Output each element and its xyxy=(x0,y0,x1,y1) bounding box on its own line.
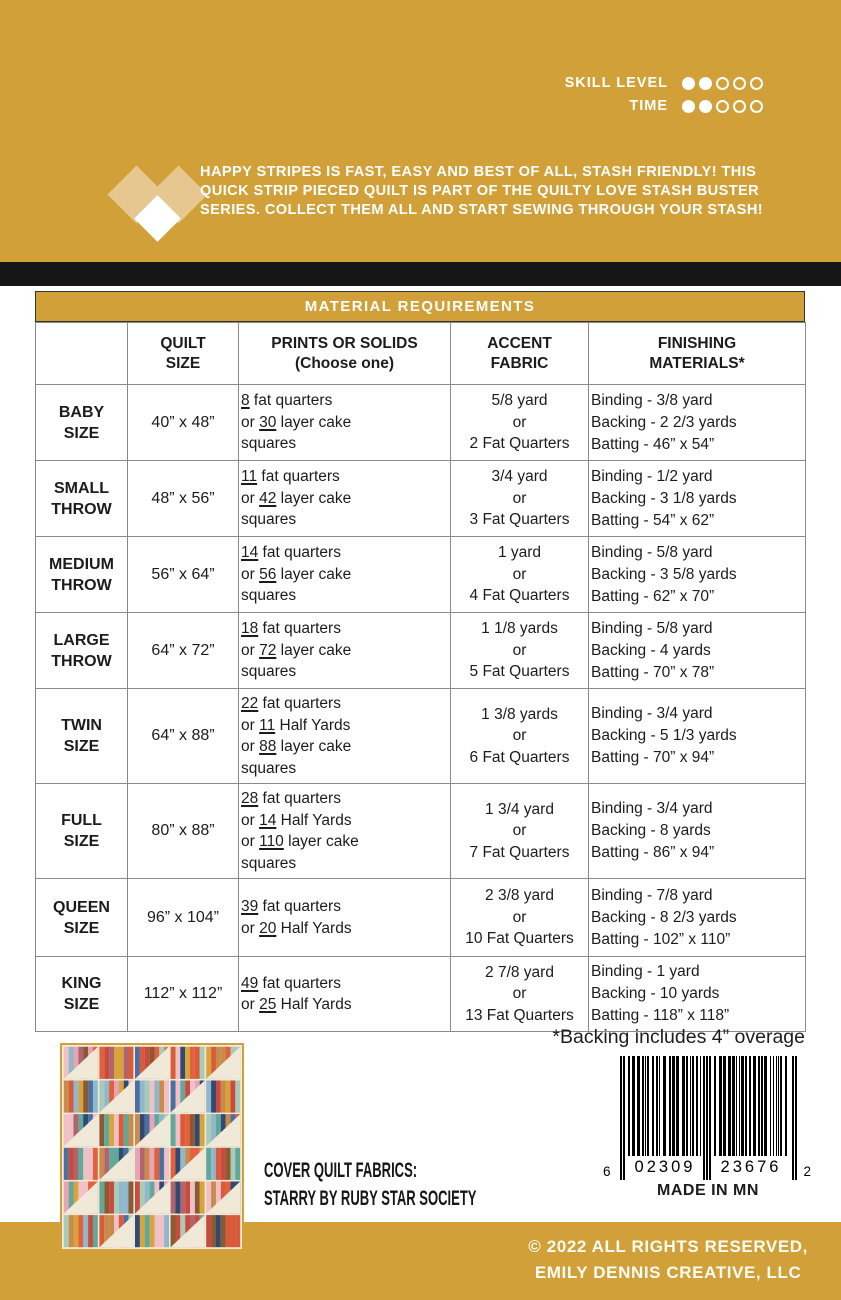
quilt-size-cell: 64” x 88” xyxy=(128,689,239,784)
time-dot xyxy=(716,100,729,113)
prints-or-solids-cell: 18 fat quarters or 72 layer cake squares xyxy=(239,613,451,689)
finishing-materials-cell: Binding - 7/8 yard Backing - 8 2/3 yards Batting - 102” x 110” xyxy=(589,879,806,957)
skill-dot xyxy=(699,77,712,90)
row-size-name: LARGE THROW xyxy=(36,613,128,689)
accent-fabric-cell: 3/4 yard or 3 Fat Quarters xyxy=(451,461,589,537)
table-row xyxy=(36,689,806,784)
accent-fabric-cell: 1 yard or 4 Fat Quarters xyxy=(451,537,589,613)
cover-fabrics-credit xyxy=(264,1157,476,1213)
accent-fabric-cell: 2 7/8 yard or 13 Fat Quarters xyxy=(451,957,589,1032)
cover-fabrics-line: STARRY BY RUBY STAR SOCIETY xyxy=(264,1187,477,1210)
quilt-size-cell: 48” x 56” xyxy=(128,461,239,537)
table-row xyxy=(36,879,806,957)
table-row xyxy=(36,957,806,1032)
skill-level-row xyxy=(565,75,763,91)
copyright-line: EMILY DENNIS CREATIVE, LLC xyxy=(534,1263,802,1282)
table-row xyxy=(36,537,806,613)
finishing-materials-cell: Binding - 5/8 yard Backing - 4 yards Batting - 70” x 78” xyxy=(589,613,806,689)
table-column-header xyxy=(36,323,128,385)
quilty-love-heart-logo xyxy=(108,166,208,246)
backing-footnote: *Backing includes 4” overage xyxy=(552,1026,805,1048)
prints-or-solids-cell: 39 fat quarters or 20 Half Yards xyxy=(239,879,451,957)
quilt-size-cell: 64” x 72” xyxy=(128,613,239,689)
skill-dot xyxy=(682,77,695,90)
intro-line: QUICK STRIP PIECED QUILT IS PART OF THE QUILTY LOVE STASH BUSTER xyxy=(200,183,760,199)
row-size-name: KING SIZE xyxy=(36,957,128,1032)
intro-line: SERIES. COLLECT THEM ALL AND START SEWING THROUGH YOUR STASH! xyxy=(200,202,764,218)
finishing-materials-cell: Binding - 1 yard Backing - 10 yards Batting - 118” x 118” xyxy=(589,957,806,1032)
skill-dot xyxy=(750,77,763,90)
quilt-size-cell: 56” x 64” xyxy=(128,537,239,613)
table-title: MATERIAL REQUIREMENTS xyxy=(35,291,805,322)
finishing-materials-cell: Binding - 3/8 yard Backing - 2 2/3 yards Batting - 46” x 54” xyxy=(589,385,806,461)
accent-fabric-cell: 5/8 yard or 2 Fat Quarters xyxy=(451,385,589,461)
skill-level-label: SKILL LEVEL xyxy=(564,75,668,91)
row-size-name: MEDIUM THROW xyxy=(36,537,128,613)
table-row xyxy=(36,461,806,537)
copyright-text xyxy=(528,1234,808,1286)
quilt-size-cell: 96” x 104” xyxy=(128,879,239,957)
quilt-size-cell: 112” x 112” xyxy=(128,957,239,1032)
prints-or-solids-cell: 28 fat quarters or 14 Half Yards or 110 layer cake squares xyxy=(239,784,451,879)
row-size-name: TWIN SIZE xyxy=(36,689,128,784)
row-size-name: BABY SIZE xyxy=(36,385,128,461)
barcode-group2: 23676 xyxy=(720,1158,782,1176)
skill-dot xyxy=(733,77,746,90)
divider-black-bar xyxy=(0,262,841,286)
time-dot xyxy=(699,100,712,113)
table-column-header: ACCENT FABRIC xyxy=(451,323,589,385)
time-dot xyxy=(682,100,695,113)
accent-fabric-cell: 2 3/8 yard or 10 Fat Quarters xyxy=(451,879,589,957)
barcode-right-digit: 2 xyxy=(803,1164,811,1179)
finishing-materials-cell: Binding - 3/4 yard Backing - 8 yards Batting - 86” x 94” xyxy=(589,784,806,879)
barcode-left-digit: 6 xyxy=(603,1164,611,1179)
time-dot xyxy=(750,100,763,113)
prints-or-solids-cell: 49 fat quarters or 25 Half Yards xyxy=(239,957,451,1032)
table-column-header: PRINTS OR SOLIDS (Choose one) xyxy=(239,323,451,385)
material-table xyxy=(35,322,806,1032)
time-dots xyxy=(678,100,763,113)
finishing-materials-cell: Binding - 3/4 yard Backing - 5 1/3 yards Batting - 70” x 94” xyxy=(589,689,806,784)
table-row xyxy=(36,784,806,879)
row-size-name: FULL SIZE xyxy=(36,784,128,879)
intro-description xyxy=(200,163,805,220)
table-column-header: FINISHING MATERIALS* xyxy=(589,323,806,385)
table-row xyxy=(36,613,806,689)
table-column-header: QUILT SIZE xyxy=(128,323,239,385)
top-banner xyxy=(0,0,841,262)
cover-fabrics-line: COVER QUILT FABRICS: xyxy=(264,1159,418,1182)
row-size-name: SMALL THROW xyxy=(36,461,128,537)
table-head xyxy=(36,323,806,385)
skill-dot xyxy=(716,77,729,90)
skill-time-block xyxy=(565,75,763,121)
prints-or-solids-cell: 8 fat quarters or 30 layer cake squares xyxy=(239,385,451,461)
accent-fabric-cell: 1 3/8 yards or 6 Fat Quarters xyxy=(451,689,589,784)
prints-or-solids-cell: 22 fat quarters or 11 Half Yards or 88 layer cake squares xyxy=(239,689,451,784)
made-in-label: MADE IN MN xyxy=(657,1182,759,1199)
time-dot xyxy=(733,100,746,113)
material-requirements-section xyxy=(35,291,805,1032)
time-label: TIME xyxy=(629,98,668,114)
copyright-line: © 2022 ALL RIGHTS RESERVED, xyxy=(528,1237,808,1256)
accent-fabric-cell: 1 1/8 yards or 5 Fat Quarters xyxy=(451,613,589,689)
finishing-materials-cell: Binding - 1/2 yard Backing - 3 1/8 yards Batting - 54” x 62” xyxy=(589,461,806,537)
intro-line: HAPPY STRIPES IS FAST, EASY AND BEST OF ALL, STASH FRIENDLY! THIS xyxy=(200,164,757,180)
row-size-name: QUEEN SIZE xyxy=(36,879,128,957)
quilt-size-cell: 40” x 48” xyxy=(128,385,239,461)
skill-level-dots xyxy=(678,77,763,90)
prints-or-solids-cell: 14 fat quarters or 56 layer cake squares xyxy=(239,537,451,613)
barcode-group1: 02309 xyxy=(634,1158,696,1176)
quilt-size-cell: 80” x 88” xyxy=(128,784,239,879)
time-row xyxy=(565,98,763,114)
finishing-materials-cell: Binding - 5/8 yard Backing - 3 5/8 yards Batting - 62” x 70” xyxy=(589,537,806,613)
table-body xyxy=(36,385,806,1032)
accent-fabric-cell: 1 3/4 yard or 7 Fat Quarters xyxy=(451,784,589,879)
prints-or-solids-cell: 11 fat quarters or 42 layer cake squares xyxy=(239,461,451,537)
upc-barcode xyxy=(603,1056,811,1206)
table-row xyxy=(36,385,806,461)
cover-quilt-photo xyxy=(60,1043,244,1251)
